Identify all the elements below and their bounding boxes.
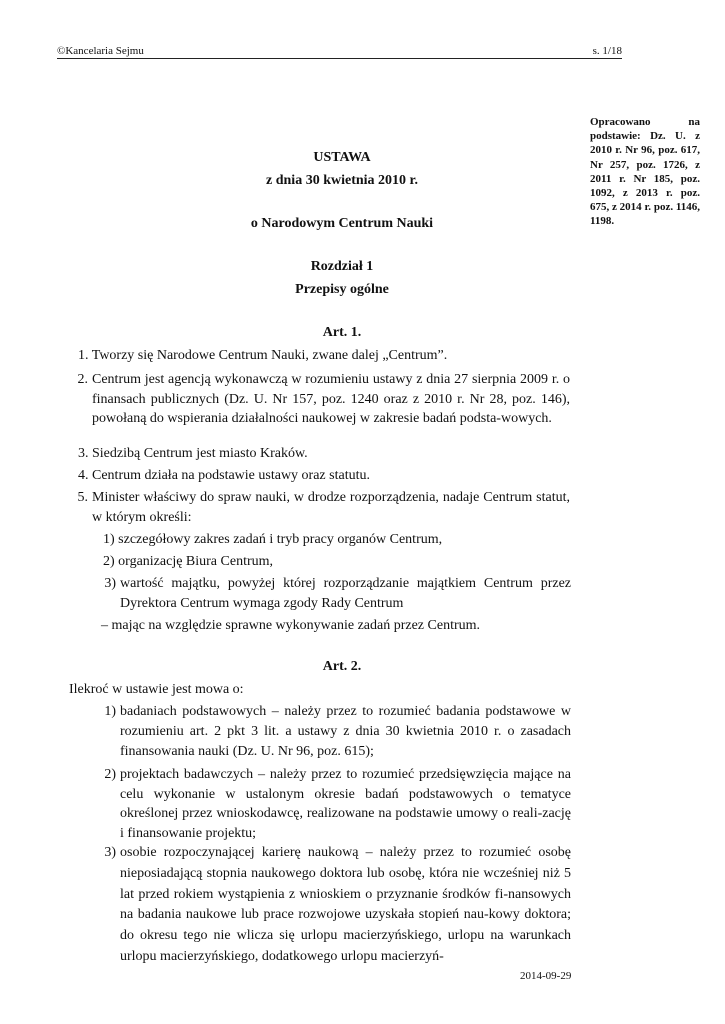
art2-def1: badaniach podstawowych – należy przez to rozumieć badania podstawowe w rozumieniu art. 2 pkt 3 lit. a ustawy z dnia 30 kwietnia 2010 r. o zasadach finansowania nauki (Dz. U. Nr 96, poz. 615); — [120, 704, 571, 759]
source-note: Opracowano na podstawie: Dz. U. z 2010 r. Nr 96, poz. 617, Nr 257, poz. 1726, z 2011 r. Nr 185, poz. 1092, z 2013 r. poz. 675, z 2014 r. poz. 1146, 1198. — [590, 116, 700, 228]
art2-def2: projektach badawczych – należy przez to rozumieć przedsięwzięcia mające na celu wykonanie w ustalonym okresie badań podstawowych o tematyce określonej przez wnioskodawcę, realizowane na podstawie umowy o reali-zację i finansowanie projektu; — [120, 767, 571, 841]
art1-item1: 1) szczegółowy zakres zadań i tryb pracy organów Centrum, — [103, 532, 443, 547]
page-header — [57, 44, 622, 59]
act-date: z dnia 30 kwietnia 2010 r. — [266, 173, 418, 188]
art1-heading: Art. 1. — [322, 325, 362, 340]
art2-def3-number: 3) — [104, 845, 116, 860]
act-type: USTAWA — [313, 150, 371, 165]
art1-item3-number: 3) — [104, 576, 116, 591]
act-subject: o Narodowym Centrum Nauki — [250, 216, 434, 231]
art1-par1: 1. Tworzy się Narodowe Centrum Nauki, zwane dalej „Centrum”. — [78, 348, 448, 363]
page-number: s. 1/18 — [592, 45, 622, 57]
art2-def3: osobie rozpoczynającej karierę naukową – należy przez to rozumieć osobę nieposiadającą stopnia naukowego doktora lub osobę, która nie wcześniej niż 5 lat przed rokiem wystąpienia z wnioskiem o przyznanie środków fi-nansowych na badania naukowe lub prace rozwojowe uzyskała stopień nau-kowy doktora; do okresu tego nie wlicza się urlopu macierzyńskiego, urlopu na warunkach urlopu macierzyńskiego, dodatkowego urlopu macierzyń- — [120, 845, 571, 964]
art1-par4: 4. Centrum działa na podstawie ustawy oraz statutu. — [78, 468, 370, 483]
art1-item2: 2) organizację Biura Centrum, — [103, 554, 274, 569]
chapter-name: Przepisy ogólne — [295, 282, 389, 297]
art1-par5-number: 5. — [77, 490, 88, 505]
art1-par3: 3. Siedzibą Centrum jest miasto Kraków. — [78, 446, 308, 461]
footer-date: 2014-09-29 — [520, 970, 572, 982]
chapter-number: Rozdział 1 — [310, 259, 374, 274]
art2-def2-number: 2) — [104, 767, 116, 782]
art1-par2-number: 2. — [77, 372, 88, 387]
publisher-label: ©Kancelaria Sejmu — [57, 45, 144, 57]
art1-closing: – mając na względzie sprawne wykonywanie zadań przez Centrum. — [101, 618, 481, 633]
art2-intro: Ilekroć w ustawie jest mowa o: — [69, 682, 244, 697]
art1-par2: Centrum jest agencją wykonawczą w rozumieniu ustawy z dnia 27 sierpnia 2009 r. o finansach publicznych (Dz. U. Nr 157, poz. 1240 oraz z 2010 r. Nr 28, poz. 146), powołaną do wspierania działalności naukowej w zakresie badań podsta-wowych. — [92, 372, 570, 426]
art2-heading: Art. 2. — [322, 659, 362, 674]
art1-item3: wartość majątku, powyżej której rozporządzanie majątkiem Centrum przez Dyrektora Centrum wymaga zgody Rady Centrum — [120, 576, 571, 611]
art2-def1-number: 1) — [104, 704, 116, 719]
art1-par5: Minister właściwy do spraw nauki, w drodze rozporządzenia, nadaje Centrum statut, w którym określi: — [92, 490, 570, 525]
